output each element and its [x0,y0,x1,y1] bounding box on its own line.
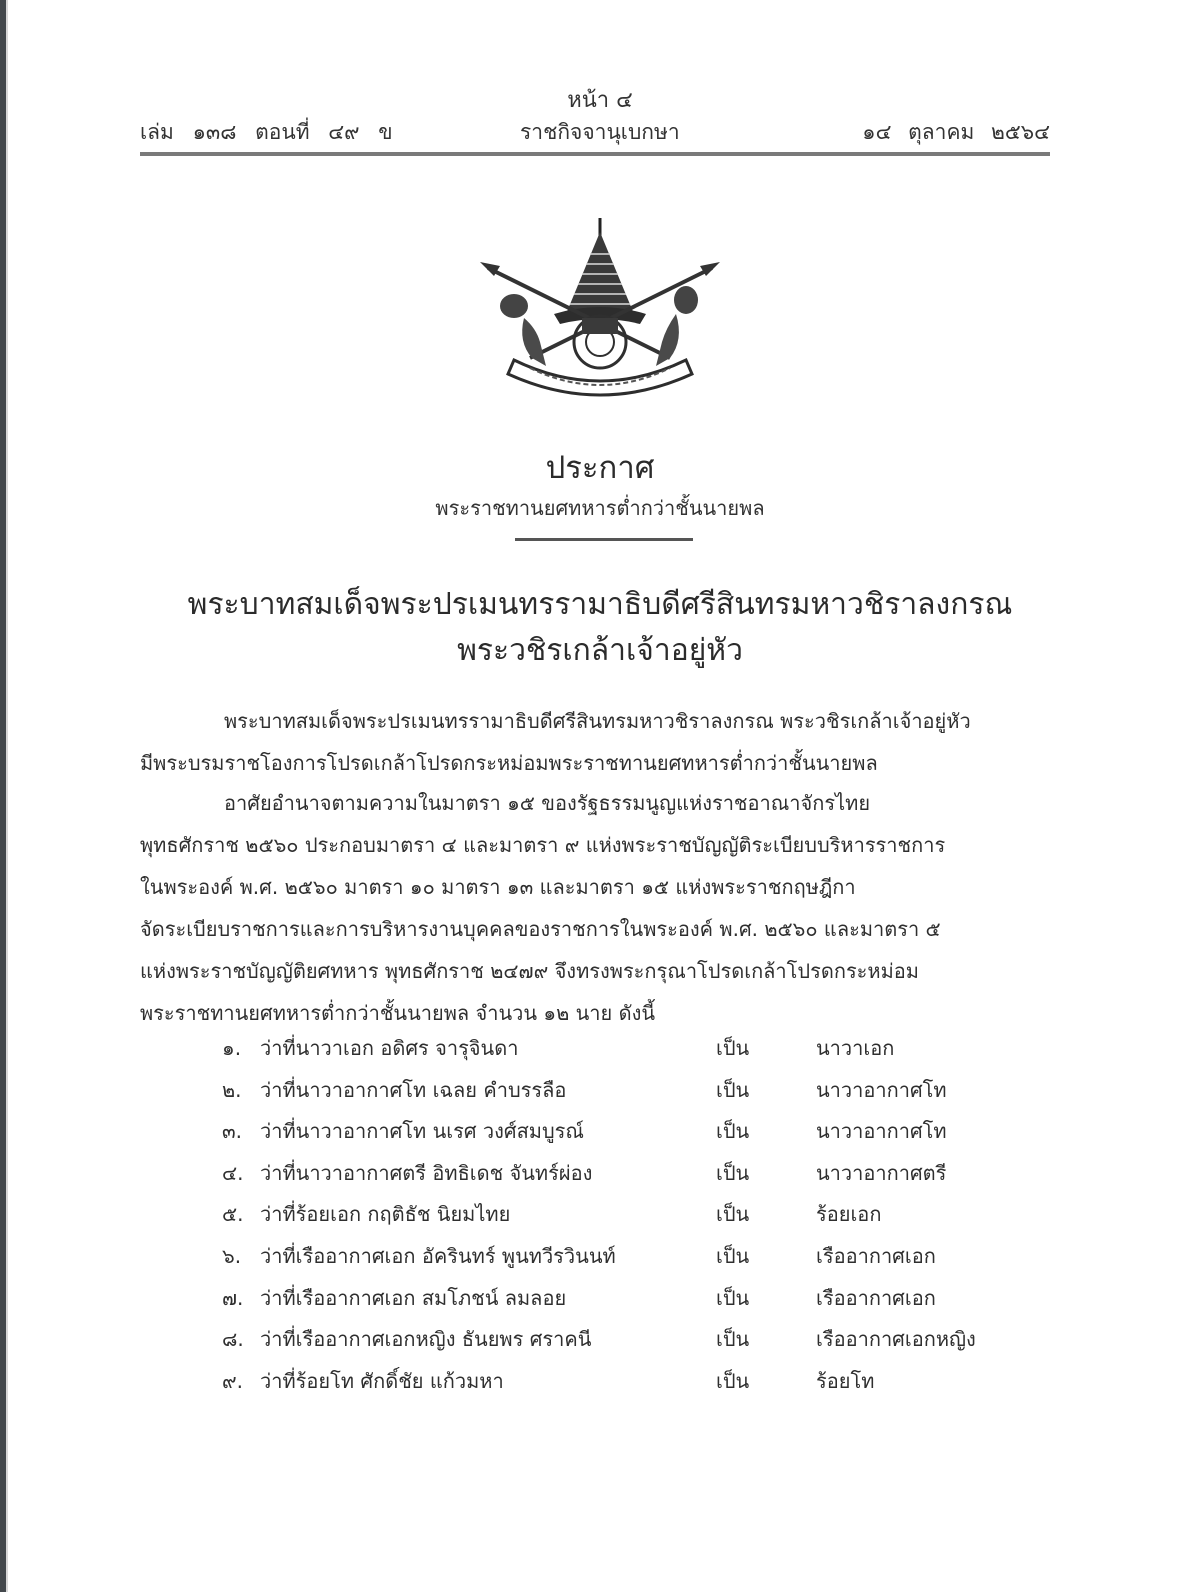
item-number: ๑. [222,1036,242,1060]
to-be-label: เป็น [716,1327,750,1352]
gazette-header [140,116,1050,148]
royal-emblem-icon [470,210,730,400]
to-be-label: เป็น [716,1077,750,1102]
paragraph-line: พุทธศักราช ๒๕๖๐ ประกอบมาตรา ๔ และมาตรา ๙ แห่งพระราชบัญญัติระเบียบบริหารราชการ [140,833,946,857]
announcement-subtitle: พระราชทานยศทหารต่ำกว่าชั้นนายพล [435,496,765,520]
new-rank: ร้อยเอก [816,1202,882,1227]
current-rank-name: ว่าที่นาวาอากาศตรี อิทธิเดช จันทร์ผ่อง [260,1160,593,1185]
new-rank: เรืออากาศเอกหญิง [816,1327,976,1352]
list-item [222,1192,1022,1234]
to-be-label: เป็น [716,1368,750,1393]
paragraph-line: พระบาทสมเด็จพระปรเมนทรรามาธิบดีศรีสินทรมหาวชิราลงกรณ พระวชิรเกล้าเจ้าอยู่หัว [224,709,971,733]
item-number: ๙. [222,1368,244,1393]
item-number: ๓. [222,1119,243,1144]
new-rank: ร้อยโท [816,1368,875,1393]
current-rank-name: ว่าที่ร้อยโท ศักดิ์ชัย แก้วมหา [260,1368,504,1393]
current-rank-name: ว่าที่เรืออากาศเอกหญิง ธันยพร ศราคนี [260,1327,592,1352]
to-be-label: เป็น [716,1036,750,1060]
list-item [222,1359,1022,1401]
current-rank-name: ว่าที่ร้อยเอก กฤติธัช นิยมไทย [260,1202,511,1227]
to-be-label: เป็น [716,1119,750,1144]
item-number: ๘. [222,1327,244,1352]
king-name-line-2: พระวชิรเกล้าเจ้าอยู่หัว [457,633,743,668]
to-be-label: เป็น [716,1243,750,1268]
item-number: ๔. [222,1160,244,1185]
list-item [222,1234,1022,1276]
page-number: หน้า ๔ [567,88,633,113]
header-rule [140,152,1050,156]
list-item [222,1317,1022,1359]
paragraph-royal-command [140,700,1050,784]
new-rank: นาวาอากาศตรี [816,1160,947,1185]
current-rank-name: ว่าที่เรืออากาศเอก สมโภชน์ ลมลอย [260,1285,567,1310]
paragraph-legal-basis [140,782,1050,1034]
paragraph-line: จัดระเบียบราชการและการบริหารงานบุคคลของราชการในพระองค์ พ.ศ. ๒๕๖๐ และมาตรา ๕ [140,917,941,941]
new-rank: นาวาอากาศโท [816,1119,947,1144]
new-rank: เรืออากาศเอก [816,1243,936,1268]
current-rank-name: ว่าที่นาวาเอก อดิศร จารุจินดา [260,1036,519,1060]
title-divider [515,538,693,541]
publication-date: ๑๔ ตุลาคม ๒๕๖๔ [862,120,1050,144]
item-number: ๗. [222,1285,244,1310]
paragraph-line: อาศัยอำนาจตามความในมาตรา ๑๕ ของรัฐธรรมนูญแห่งราชอาณาจักรไทย [224,791,871,815]
list-item [222,1151,1022,1193]
new-rank: เรืออากาศเอก [816,1285,936,1310]
publication-name: ราชกิจจานุเบกษา [520,120,680,144]
item-number: ๕. [222,1202,244,1227]
current-rank-name: ว่าที่นาวาอากาศโท เฉลย คำบรรลือ [260,1077,567,1102]
item-number: ๖. [222,1243,242,1268]
current-rank-name: ว่าที่เรืออากาศเอก อัครินทร์ พูนทวีรวินนท์ [260,1243,616,1268]
to-be-label: เป็น [716,1160,750,1185]
king-name-line-1: พระบาทสมเด็จพระปรเมนทรรามาธิบดีศรีสินทรมหาวชิราลงกรณ [187,587,1013,622]
king-name [0,582,1200,674]
new-rank: นาวาอากาศโท [816,1077,947,1102]
current-rank-name: ว่าที่นาวาอากาศโท นเรศ วงศ์สมบูรณ์ [260,1119,584,1144]
list-item [222,1026,1022,1068]
paragraph-line: มีพระบรมราชโองการโปรดเกล้าโปรดกระหม่อมพระราชทานยศทหารต่ำกว่าชั้นนายพล [140,751,878,775]
appointment-list [222,1026,1022,1400]
paragraph-line: แห่งพระราชบัญญัติยศทหาร พุทธศักราช ๒๔๗๙ จึงทรงพระกรุณาโปรดเกล้าโปรดกระหม่อม [140,959,919,983]
announcement-title: ประกาศ [545,450,655,486]
item-number: ๒. [222,1077,242,1102]
to-be-label: เป็น [716,1202,750,1227]
list-item [222,1068,1022,1110]
to-be-label: เป็น [716,1285,750,1310]
paragraph-line: ในพระองค์ พ.ศ. ๒๕๖๐ มาตรา ๑๐ มาตรา ๑๓ และมาตรา ๑๕ แห่งพระราชกฤษฎีกา [140,875,856,899]
volume-issue: เล่ม ๑๓๘ ตอนที่ ๔๙ ข [140,120,393,144]
new-rank: นาวาเอก [816,1036,895,1060]
list-item [222,1276,1022,1318]
list-item [222,1109,1022,1151]
paragraph-line: พระราชทานยศทหารต่ำกว่าชั้นนายพล จำนวน ๑๒ นาย ดังนี้ [140,1001,656,1025]
